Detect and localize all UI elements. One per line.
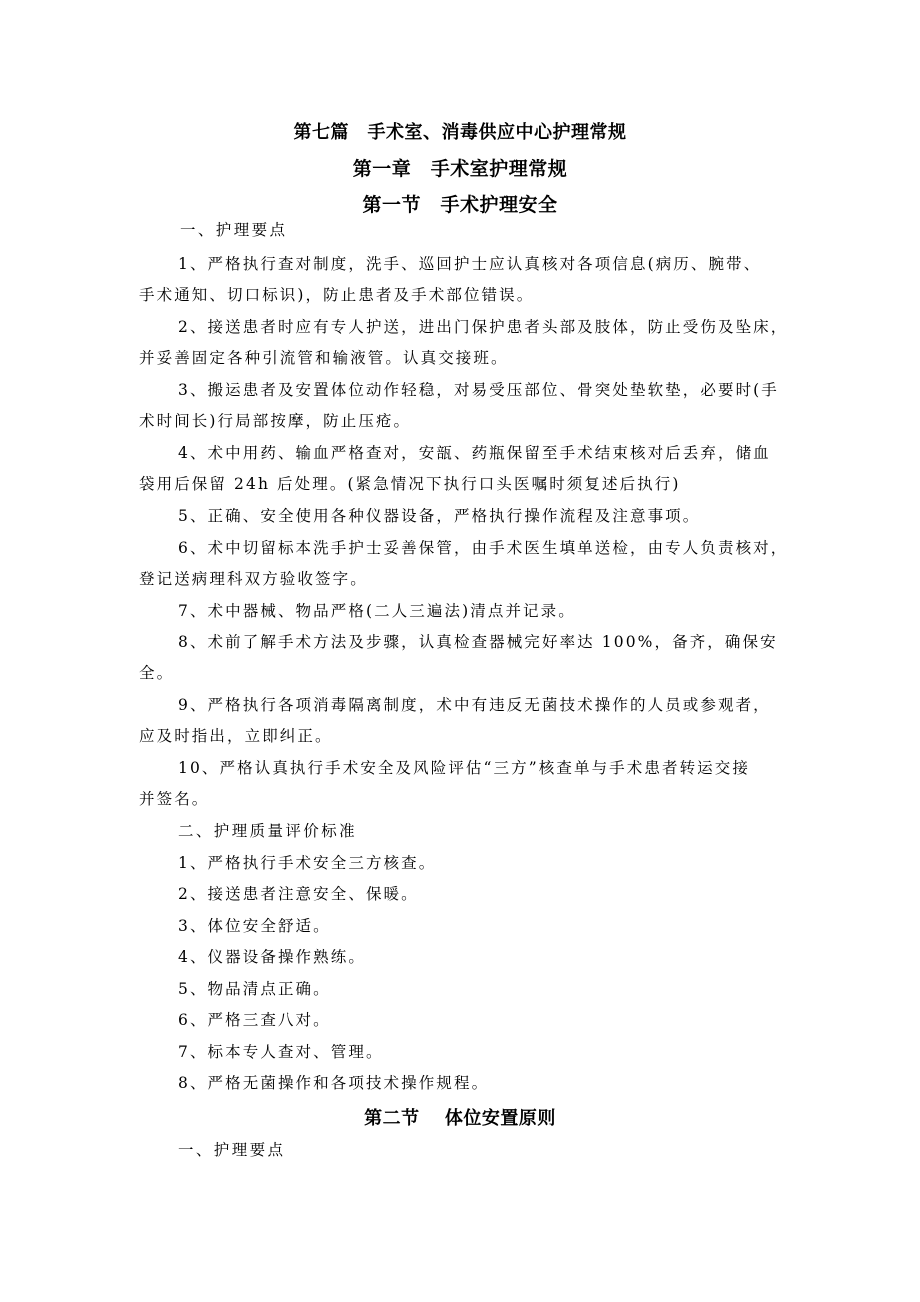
subheading-quality-standards: 二、护理质量评价标准	[178, 822, 358, 840]
subheading-nursing-points: 一、护理要点	[180, 221, 288, 239]
paragraph-line: 并妥善固定各种引流管和输液管。认真交接班。	[139, 349, 509, 367]
list-item: 5、物品清点正确。	[178, 980, 331, 998]
list-item: 6、严格三查八对。	[178, 1011, 331, 1029]
paragraph-line: 袋用后保留 24h 后处理。(紧急情况下执行口头医嘱时须复述后执行)	[139, 475, 681, 493]
section-title: 第二节 体位安置原则	[364, 1108, 556, 1129]
subheading-nursing-points: 一、护理要点	[178, 1141, 286, 1159]
list-item: 4、仪器设备操作熟练。	[178, 948, 366, 966]
chapter-title: 第一章 手术室护理常规	[352, 158, 568, 180]
list-item: 7、标本专人查对、管理。	[178, 1043, 384, 1061]
paragraph-line: 3、搬运患者及安置体位动作轻稳，对易受压部位、骨突处垫软垫，必要时(手	[178, 381, 779, 399]
paragraph-line: 手术通知、切口标识)，防止患者及手术部位错误。	[139, 286, 535, 304]
part-title: 第七篇 手术室、消毒供应中心护理常规	[293, 122, 627, 143]
paragraph-line: 全。	[139, 664, 175, 682]
list-item: 3、体位安全舒适。	[178, 917, 331, 935]
paragraph-line: 7、术中器械、物品严格(二人三遍法)清点并记录。	[178, 602, 576, 620]
paragraph-line: 9、严格执行各项消毒隔离制度，术中有违反无菌技术操作的人员或参观者，	[178, 696, 771, 714]
paragraph-line: 1、严格执行查对制度，洗手、巡回护士应认真核对各项信息(病历、腕带、	[178, 255, 762, 273]
paragraph-line: 4、术中用药、输血严格查对，安瓿、药瓶保留至手术结束核对后丢弃，储血	[178, 444, 771, 462]
paragraph-line: 2、接送患者时应有专人护送，进出门保护患者头部及肢体，防止受伤及坠床，	[178, 318, 789, 336]
list-item: 2、接送患者注意安全、保暖。	[178, 885, 419, 903]
paragraph-line: 6、术中切留标本洗手护士妥善保管，由手术医生填单送检，由专人负责核对，	[178, 539, 789, 557]
list-item: 8、严格无菌操作和各项技术操作规程。	[178, 1074, 490, 1092]
list-item: 1、严格执行手术安全三方核查。	[178, 854, 437, 872]
paragraph-line: 5、正确、安全使用各种仪器设备，严格执行操作流程及注意事项。	[178, 507, 701, 525]
paragraph-line: 并签名。	[139, 790, 210, 808]
paragraph-line: 8、术前了解手术方法及步骤，认真检查器械完好率达 100%，备齐，确保安	[178, 633, 778, 651]
paragraph-line: 应及时指出，立即纠正。	[139, 727, 333, 745]
paragraph-line: 10、严格认真执行手术安全及风险评估“三方”核查单与手术患者转运交接	[178, 759, 750, 777]
paragraph-line: 登记送病理科双方验收签字。	[139, 570, 368, 588]
section-title: 第一节 手术护理安全	[362, 194, 558, 216]
paragraph-line: 术时间长)行局部按摩，防止压疮。	[139, 412, 412, 430]
